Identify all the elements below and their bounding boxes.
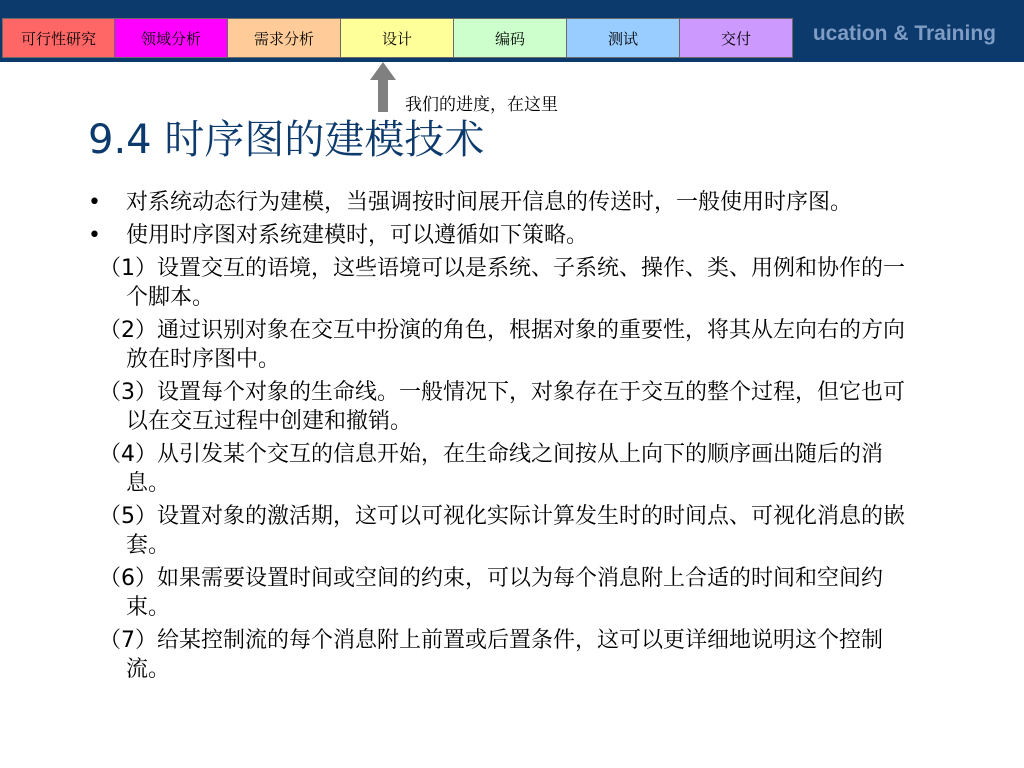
- strategy-item: （4）从引发某个交互的信息开始，在生命线之间按从上向下的顺序画出随后的消息。: [99, 442, 883, 496]
- bullet-text: 对系统动态行为建模，当强调按时间展开信息的传送时，一般使用时序图。: [126, 190, 853, 215]
- progress-note: 我们的进度，在这里: [405, 95, 558, 115]
- bullet-symbol: •: [88, 223, 101, 248]
- strategy-item: （6）如果需要设置时间或空间的约束，可以为每个消息附上合适的时间和空间约束。: [99, 566, 883, 620]
- slide-content: [86, 188, 926, 688]
- phase-coding[interactable]: 编码: [454, 18, 567, 58]
- bullet-item: [86, 221, 926, 250]
- phase-design[interactable]: 设计: [341, 18, 454, 58]
- strategy-item: （2）通过识别对象在交互中扮演的角色，根据对象的重要性，将其从左向右的方向放在时序图中。: [99, 318, 905, 372]
- bullet-text: 使用时序图对系统建模时，可以遵循如下策略。: [126, 223, 589, 248]
- phase-feasibility-study[interactable]: 可行性研究: [2, 18, 115, 58]
- phase-requirements-analysis[interactable]: 需求分析: [228, 18, 341, 58]
- bullet-item: [86, 188, 926, 217]
- strategy-item: （7）给某控制流的每个消息附上前置或后置条件，这可以更详细地说明这个控制流。: [99, 628, 883, 682]
- slide-title: 9.4 时序图的建模技术: [88, 117, 485, 163]
- bullet-symbol: •: [88, 190, 101, 215]
- phase-domain-analysis[interactable]: 领域分析: [115, 18, 228, 58]
- strategy-item: （3）设置每个对象的生命线。一般情况下，对象存在于交互的整个过程，但它也可以在交互过程中创建和撤销。: [99, 380, 905, 434]
- strategy-item: （5）设置对象的激活期，这可以可视化实际计算发生时的时间点、可视化消息的嵌套。: [99, 504, 905, 558]
- phase-navigation-bar: [2, 18, 793, 58]
- phase-delivery[interactable]: 交付: [680, 18, 793, 58]
- phase-testing[interactable]: 测试: [567, 18, 680, 58]
- arrow-shape: [370, 62, 396, 112]
- brand-text: ucation & Training: [812, 22, 996, 45]
- progress-arrow-icon: [370, 62, 396, 112]
- strategy-item: （1）设置交互的语境，这些语境可以是系统、子系统、操作、类、用例和协作的一个脚本。: [99, 256, 905, 310]
